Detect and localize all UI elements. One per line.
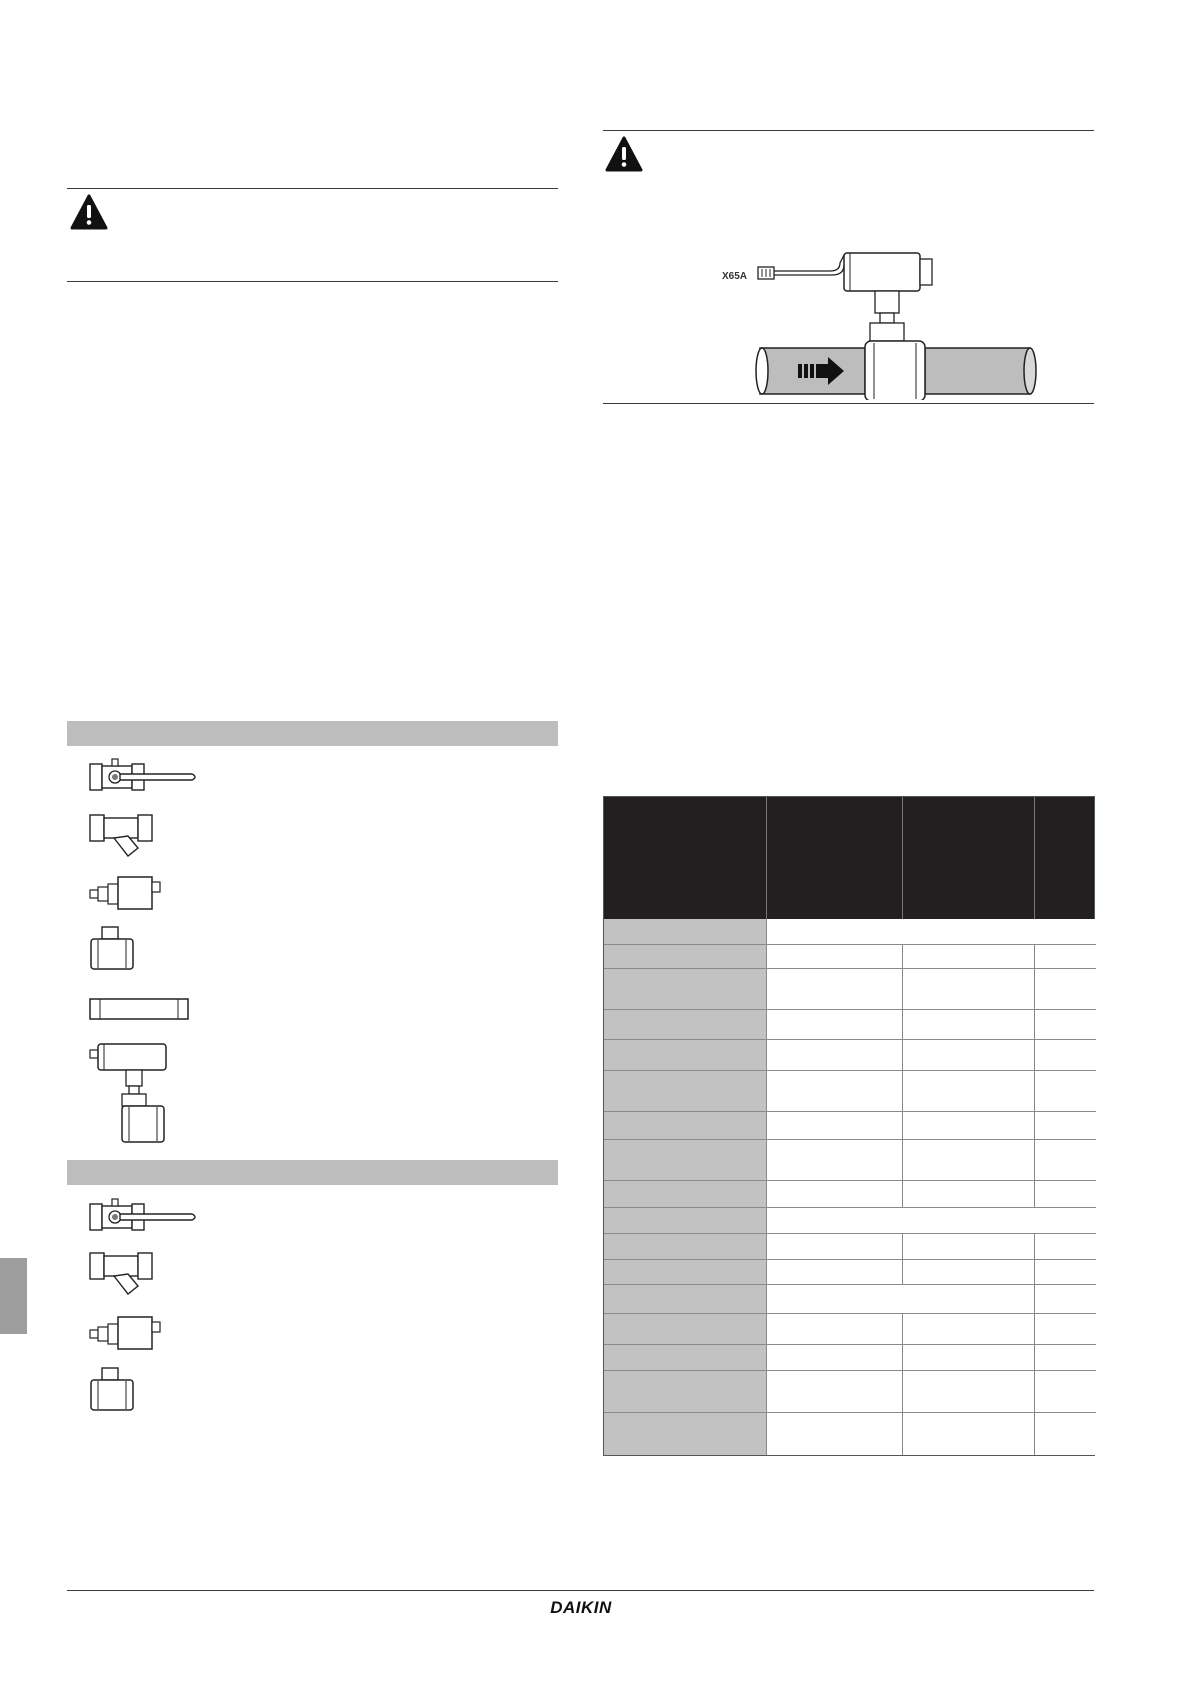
warning-top-rule bbox=[67, 188, 558, 189]
ball-valve-icon bbox=[88, 758, 200, 796]
table-header-cell bbox=[903, 797, 1035, 919]
pressure-sensor-icon bbox=[88, 1314, 164, 1352]
tee-fitting-icon bbox=[88, 1366, 140, 1414]
table-row bbox=[604, 1208, 1096, 1234]
pressure-sensor-icon bbox=[88, 874, 164, 912]
y-strainer-icon bbox=[88, 812, 158, 862]
tee-fitting-icon bbox=[88, 925, 140, 973]
nipple-pipe-icon bbox=[88, 996, 192, 1022]
table-row bbox=[604, 945, 1096, 969]
table-row bbox=[604, 1413, 1096, 1455]
table-row bbox=[604, 1071, 1096, 1112]
kit-section-bar-1 bbox=[67, 721, 558, 746]
table-row bbox=[604, 1371, 1096, 1413]
warning-triangle-icon bbox=[70, 194, 108, 230]
table-header bbox=[604, 797, 1094, 919]
warning-bottom-rule bbox=[67, 281, 558, 282]
table-row bbox=[604, 919, 1096, 945]
table-header-cell bbox=[1035, 797, 1094, 919]
brand-logo: DAIKIN bbox=[550, 1598, 612, 1617]
side-tab bbox=[0, 1258, 27, 1334]
kit-section-bar-2 bbox=[67, 1160, 558, 1185]
table-row bbox=[604, 969, 1096, 1010]
table-row bbox=[604, 1112, 1096, 1140]
table-row bbox=[604, 1314, 1096, 1345]
table-row bbox=[604, 1260, 1096, 1285]
table-row bbox=[604, 1040, 1096, 1071]
table-header-cell bbox=[604, 797, 767, 919]
flow-switch-installation-figure bbox=[740, 245, 1050, 405]
table-header-cell bbox=[767, 797, 903, 919]
table-row bbox=[604, 1010, 1096, 1040]
warning-triangle-icon bbox=[605, 136, 643, 172]
figure-bottom-rule bbox=[603, 403, 1094, 404]
table-row bbox=[604, 1181, 1096, 1208]
table-row bbox=[604, 1285, 1096, 1314]
figure-top-rule bbox=[603, 130, 1094, 131]
spec-table bbox=[603, 796, 1095, 1456]
table-row bbox=[604, 1234, 1096, 1260]
ball-valve-icon bbox=[88, 1198, 200, 1236]
footer-rule bbox=[67, 1590, 1094, 1591]
table-row bbox=[604, 1140, 1096, 1181]
flow-switch-icon bbox=[88, 1040, 174, 1146]
y-strainer-icon bbox=[88, 1250, 158, 1300]
table-row bbox=[604, 1345, 1096, 1371]
connector-label: X65A bbox=[722, 271, 748, 282]
